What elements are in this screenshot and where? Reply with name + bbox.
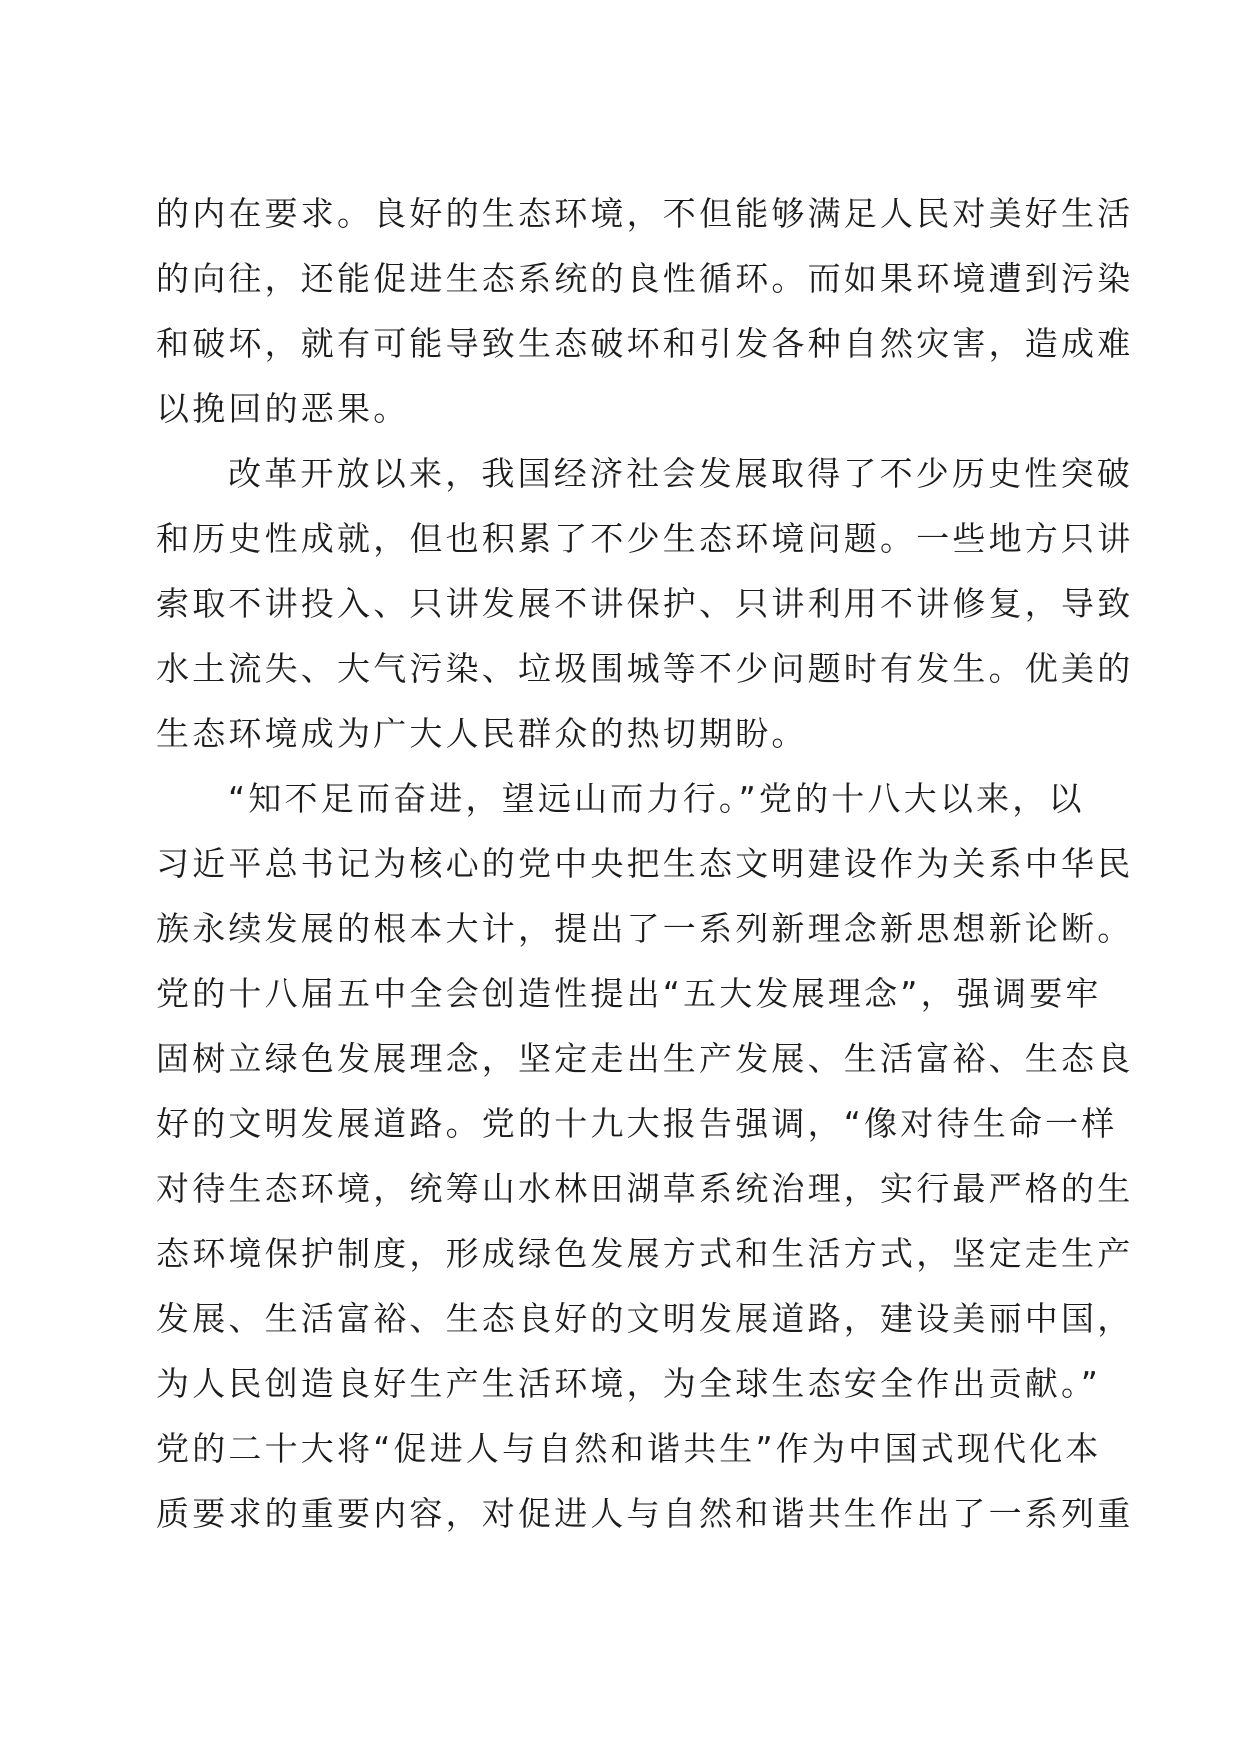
paragraph-start-line: 改革开放以来，我国经济社会发展取得了不少历史性突破 [228, 454, 1133, 493]
text-line: 对待生态环境，统筹山水林田湖草系统治理，实行最严格的生 [156, 1169, 1134, 1208]
text-line: 的向往，还能促进生态系统的良性循环。而如果环境遭到污染 [156, 259, 1134, 298]
text-line: 和历史性成就，但也积累了不少生态环境问题。一些地方只讲 [156, 519, 1134, 558]
text-line: 的内在要求。良好的生态环境，不但能够满足人民对美好生活 [156, 194, 1134, 233]
text-line: 为人民创造良好生产生活环境，为全球生态安全作出贡献。” [156, 1364, 1101, 1403]
text-line: 族永续发展的根本大计，提出了一系列新理念新思想新论断。 [156, 909, 1134, 948]
text-line: 以挽回的恶果。 [156, 389, 410, 428]
text-line: 固树立绿色发展理念，坚定走出生产发展、生活富裕、生态良 [156, 1039, 1134, 1078]
document-body [156, 181, 1134, 1546]
text-line: 好的文明发展道路。党的十九大报告强调，“像对待生命一样 [156, 1104, 1118, 1143]
text-line: 态环境保护制度，形成绿色发展方式和生活方式，坚定走生产 [156, 1234, 1134, 1273]
paragraph-start-line: “知不足而奋进，望远山而力行。”党的十八大以来，以 [228, 779, 1085, 818]
text-line: 和破坏，就有可能导致生态破坏和引发各种自然灾害，造成难 [156, 324, 1134, 363]
text-line: 习近平总书记为核心的党中央把生态文明建设作为关系中华民 [156, 844, 1134, 883]
text-line: 党的十八届五中全会创造性提出“五大发展理念”，强调要牢 [156, 974, 1102, 1013]
text-line: 党的二十大将“促进人与自然和谐共生”作为中国式现代化本 [156, 1429, 1102, 1468]
text-line: 质要求的重要内容，对促进人与自然和谐共生作出了一系列重 [156, 1494, 1134, 1533]
text-line: 发展、生活富裕、生态良好的文明发展道路，建设美丽中国， [156, 1299, 1134, 1338]
text-line: 水土流失、大气污染、垃圾围城等不少问题时有发生。优美的 [156, 649, 1134, 688]
text-line: 索取不讲投入、只讲发展不讲保护、只讲利用不讲修复，导致 [156, 584, 1134, 623]
text-line: 生态环境成为广大人民群众的热切期盼。 [156, 714, 808, 753]
